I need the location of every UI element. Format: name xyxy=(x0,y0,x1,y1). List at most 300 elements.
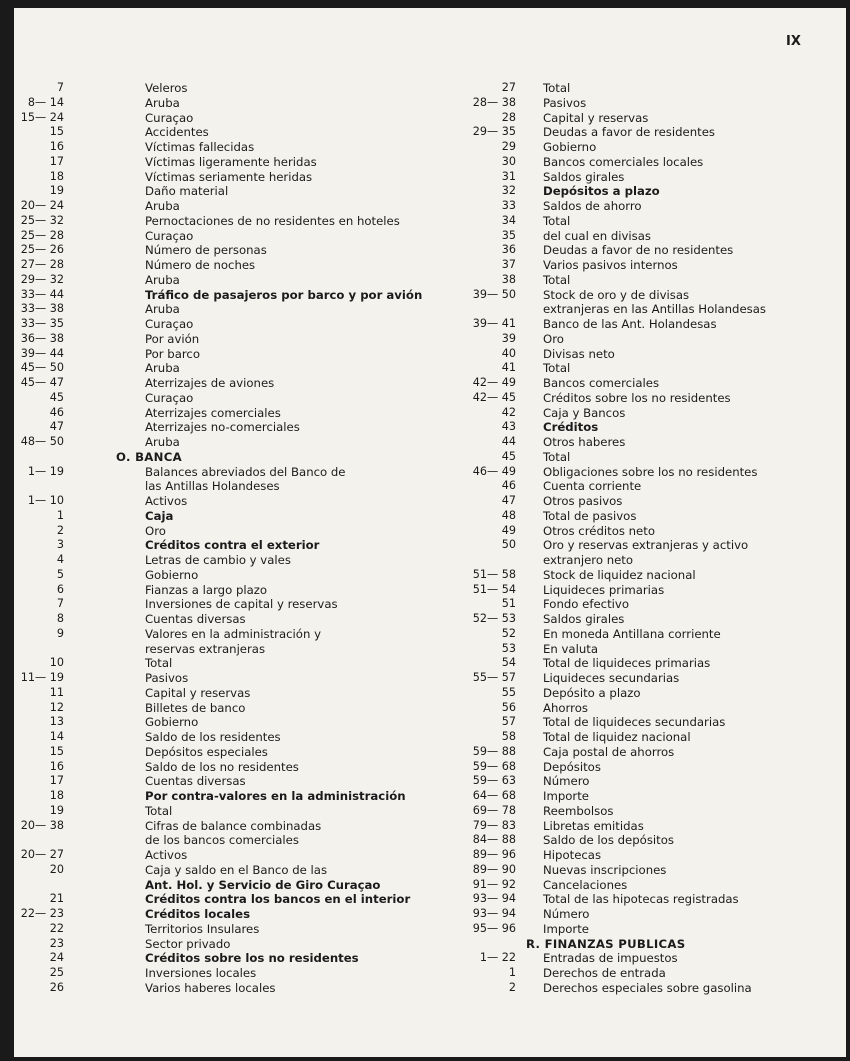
entry-label: Por avión xyxy=(145,331,200,346)
table-range: 59— 68 xyxy=(472,759,516,773)
entry-label: Total xyxy=(543,361,571,376)
index-entry xyxy=(430,671,840,686)
table-range: 51— 54 xyxy=(472,582,516,596)
table-range: 41 xyxy=(501,361,516,375)
document-page xyxy=(14,8,846,1057)
table-range: 37 xyxy=(501,258,516,271)
index-entry xyxy=(14,804,394,819)
entry-label: Cuentas diversas xyxy=(145,774,246,789)
index-entry xyxy=(14,892,411,907)
entry-label: Derechos especiales sobre gasolina xyxy=(543,980,752,995)
index-entry xyxy=(14,553,394,568)
table-range: 27 xyxy=(501,81,516,94)
index-entry xyxy=(430,199,840,214)
entry-label: Capital y reservas xyxy=(145,685,251,700)
entry-label: reservas extranjeras xyxy=(145,641,266,656)
entry-label: Créditos sobre los no residentes xyxy=(145,951,359,966)
entry-label: Liquideces primarias xyxy=(543,582,665,597)
entry-label: En valuta xyxy=(543,641,598,656)
index-entry xyxy=(14,538,394,553)
table-range: 1 xyxy=(508,966,516,979)
entry-label: En moneda Antillana corriente xyxy=(543,626,721,641)
entry-label: Curaçao xyxy=(145,228,194,243)
entry-label: Varios pasivos internos xyxy=(543,258,678,272)
table-range: 36— 38 xyxy=(20,331,64,345)
index-entry xyxy=(14,774,394,789)
entry-label: Aterrizajes de aviones xyxy=(145,376,275,390)
table-range: 47 xyxy=(49,420,64,434)
entry-label: Total xyxy=(543,81,571,95)
table-range: 33— 44 xyxy=(20,287,64,301)
table-range: 20 xyxy=(49,862,64,876)
entry-label: Entradas de impuestos xyxy=(543,951,678,966)
entry-label: Curaçao xyxy=(145,110,194,125)
entry-label: Otros pasivos xyxy=(543,494,623,508)
table-range: 91— 92 xyxy=(472,877,516,891)
entry-label: extranjero neto xyxy=(543,553,634,567)
entry-label: Saldo de los no residentes xyxy=(145,759,299,774)
index-entry xyxy=(14,213,400,229)
table-range: 18 xyxy=(49,789,64,802)
index-entry xyxy=(430,302,840,317)
table-range: 56 xyxy=(501,700,516,714)
entry-label: Importe xyxy=(543,789,589,803)
entry-label: Créditos contra los bancos en el interior xyxy=(145,892,411,907)
entry-label: Créditos contra el exterior xyxy=(145,538,320,553)
index-entry xyxy=(14,833,394,848)
index-entry xyxy=(14,642,394,657)
index-entry xyxy=(430,479,840,494)
entry-label: Aruba xyxy=(145,199,180,213)
index-entry xyxy=(430,317,840,332)
table-range: 57 xyxy=(501,715,516,729)
index-entry xyxy=(430,819,840,834)
index-entry xyxy=(14,701,394,716)
index-entry xyxy=(430,214,840,229)
index-entry xyxy=(14,981,394,996)
entry-label: Letras de cambio y vales xyxy=(145,553,291,567)
index-entry xyxy=(430,863,840,878)
table-range: 29 xyxy=(501,140,516,153)
table-range: 55— 57 xyxy=(472,671,516,684)
index-entry xyxy=(14,332,394,347)
table-range: 29— 32 xyxy=(20,272,64,286)
table-range: 49 xyxy=(501,523,516,537)
entry-label: Territorios Insulares xyxy=(145,921,260,936)
table-range: 48— 50 xyxy=(20,435,64,448)
index-entry xyxy=(14,760,394,775)
table-range: 10 xyxy=(49,656,64,670)
index-entry xyxy=(14,155,394,170)
table-range: 39— 50 xyxy=(472,287,516,301)
entry-label: Oro y reservas extranjeras y activo xyxy=(543,538,749,553)
entry-label: Víctimas fallecidas xyxy=(145,140,255,154)
entry-label: Stock de oro y de divisas xyxy=(543,287,690,302)
entry-label: Ahorros xyxy=(543,700,588,715)
entry-label: extranjeras en las Antillas Holandesas xyxy=(543,302,766,317)
table-range: 59— 88 xyxy=(472,744,516,758)
table-range: 17 xyxy=(49,154,64,168)
index-entry xyxy=(430,376,840,391)
entry-label: Activos xyxy=(145,494,188,508)
table-range: 39— 44 xyxy=(20,346,64,360)
entry-label: Capital y reservas xyxy=(543,110,649,125)
entry-label: Bancos comerciales xyxy=(543,376,660,390)
index-entry xyxy=(430,435,840,450)
entry-label: Aruba xyxy=(145,361,180,376)
index-entry xyxy=(14,907,394,922)
table-range: 54 xyxy=(501,656,516,670)
index-entry xyxy=(14,465,394,480)
index-entry xyxy=(430,524,840,539)
entry-label: Total xyxy=(543,449,571,464)
table-range: 28— 38 xyxy=(472,95,516,109)
table-range: 33— 35 xyxy=(20,317,64,330)
index-entry xyxy=(14,627,394,642)
index-entry xyxy=(14,361,394,376)
index-entry xyxy=(14,111,394,126)
table-range: 35 xyxy=(501,228,516,242)
index-entry xyxy=(14,302,394,317)
table-range: 45 xyxy=(501,449,516,463)
entry-label: Depósitos xyxy=(543,759,601,774)
table-range: 11— 19 xyxy=(20,671,64,684)
table-range: 16 xyxy=(49,140,64,153)
entry-label: Fianzas a largo plazo xyxy=(145,582,268,597)
index-entry xyxy=(14,376,394,391)
index-entry xyxy=(14,273,394,288)
index-entry xyxy=(14,524,394,539)
entry-label: Total xyxy=(543,272,571,287)
index-entry xyxy=(430,170,840,185)
table-range: 46— 49 xyxy=(472,464,516,478)
table-range: 48 xyxy=(501,508,516,522)
entry-label: Aruba xyxy=(145,435,180,449)
table-range: 19 xyxy=(49,184,64,198)
index-entry xyxy=(14,568,394,583)
index-entry xyxy=(430,774,840,789)
entry-label: Depósitos a plazo xyxy=(543,184,660,199)
table-range: 1— 22 xyxy=(479,951,516,965)
index-entry xyxy=(14,347,394,362)
entry-label: Víctimas ligeramente heridas xyxy=(145,154,317,169)
entry-label: Caja y Bancos xyxy=(543,405,626,420)
table-range: 23 xyxy=(49,936,64,950)
table-range: 55 xyxy=(501,685,516,699)
table-range: 24 xyxy=(49,951,64,965)
entry-label: Aterrizajes no-comerciales xyxy=(145,420,300,435)
table-range: 40 xyxy=(501,346,516,360)
entry-label: Cuentas diversas xyxy=(145,612,246,626)
index-entry xyxy=(430,627,840,642)
index-entry xyxy=(430,833,840,848)
table-range: 42— 45 xyxy=(472,390,516,404)
entry-label: Libretas emitidas xyxy=(543,818,644,833)
entry-label: Reembolsos xyxy=(543,803,614,818)
index-entry xyxy=(430,406,840,421)
entry-label: Créditos locales xyxy=(145,907,251,921)
entry-label: Créditos xyxy=(543,420,599,435)
index-entry xyxy=(14,170,394,185)
index-entry xyxy=(14,391,394,406)
index-entry xyxy=(430,966,840,981)
section-heading xyxy=(14,450,394,465)
entry-label: Daño material xyxy=(145,184,229,199)
table-range: 93— 94 xyxy=(472,892,516,906)
index-entry xyxy=(430,848,840,863)
table-range: 9 xyxy=(56,626,64,640)
entry-label: Pernoctaciones de no residentes en hoteles xyxy=(145,213,400,228)
table-range: 59— 63 xyxy=(472,774,516,788)
entry-label: Total de liquideces primarias xyxy=(543,656,711,671)
index-entry xyxy=(14,863,394,878)
table-range: 26 xyxy=(49,980,64,994)
index-entry xyxy=(14,848,394,863)
index-entry xyxy=(430,332,840,347)
entry-label: Saldos girales xyxy=(543,169,625,184)
entry-label: Derechos de entrada xyxy=(543,966,666,980)
entry-label: Divisas neto xyxy=(543,346,615,361)
index-entry xyxy=(14,229,394,244)
entry-label: Ant. Hol. y Servicio de Giro Curaçao xyxy=(145,877,381,892)
entry-label: Otros créditos neto xyxy=(543,523,655,538)
table-range: 20— 38 xyxy=(20,818,64,832)
entry-label: Saldo de los residentes xyxy=(145,730,281,744)
entry-label: Hipotecas xyxy=(543,848,602,862)
table-range: 7 xyxy=(56,597,64,611)
index-entry xyxy=(14,125,394,140)
table-range: 8— 14 xyxy=(27,95,64,109)
index-entry xyxy=(14,819,394,834)
entry-label: Varios haberes locales xyxy=(145,980,276,995)
index-entry xyxy=(14,730,394,745)
index-entry xyxy=(430,494,840,509)
entry-label: Tráfico de pasajeros por barco y por avión xyxy=(145,287,423,302)
index-entry xyxy=(430,922,840,937)
table-range: 47 xyxy=(501,494,516,507)
index-entry xyxy=(430,273,840,288)
table-range: 25— 28 xyxy=(20,228,64,242)
index-entry xyxy=(14,199,394,214)
section-title: O. BANCA xyxy=(116,449,182,464)
entry-label: Total de pasivos xyxy=(543,508,637,523)
table-range: 29— 35 xyxy=(472,125,516,139)
table-range: 89— 90 xyxy=(472,862,516,876)
index-entry xyxy=(430,229,840,244)
index-entry xyxy=(430,730,840,745)
entry-label: Liquideces secundarias xyxy=(543,671,680,685)
table-range: 8 xyxy=(56,612,64,625)
table-range: 6 xyxy=(56,582,64,596)
index-entry xyxy=(430,804,840,819)
table-range: 36 xyxy=(501,243,516,257)
index-entry xyxy=(14,258,394,273)
entry-label: Saldos girales xyxy=(543,612,625,626)
entry-label: Caja xyxy=(145,508,174,523)
entry-label: Deudas a favor de residentes xyxy=(543,125,716,140)
table-range: 27— 28 xyxy=(20,258,64,271)
table-range: 95— 96 xyxy=(472,921,516,935)
entry-label: Número de personas xyxy=(145,243,267,258)
table-range: 13 xyxy=(49,715,64,729)
entry-label: Caja y saldo en el Banco de las xyxy=(145,862,328,877)
index-entry xyxy=(430,981,840,996)
entry-label: Oro xyxy=(145,523,166,538)
entry-label: Pasivos xyxy=(145,671,189,685)
table-range: 12 xyxy=(49,700,64,714)
index-entry xyxy=(430,760,840,775)
index-entry xyxy=(14,184,394,199)
entry-label: Total xyxy=(145,656,173,671)
entry-label: Nuevas inscripciones xyxy=(543,862,667,877)
table-range: 52 xyxy=(501,626,516,640)
entry-label: Activos xyxy=(145,848,188,862)
entry-label: Aruba xyxy=(145,302,180,317)
table-range: 20— 27 xyxy=(20,848,64,861)
entry-label: Cuenta corriente xyxy=(543,479,642,494)
entry-label: las Antillas Holandeses xyxy=(145,479,280,494)
table-range: 25— 32 xyxy=(20,213,64,227)
index-entry xyxy=(430,111,840,126)
entry-label: Total de liquideces secundarias xyxy=(543,715,726,730)
table-range: 45— 50 xyxy=(20,361,64,375)
entry-label: Obligaciones sobre los no residentes xyxy=(543,464,758,479)
table-range: 51— 58 xyxy=(472,567,516,581)
table-range: 22— 23 xyxy=(20,907,64,920)
index-entry xyxy=(430,509,840,524)
index-entry xyxy=(430,81,840,96)
table-range: 31 xyxy=(501,169,516,183)
entry-label: Oro xyxy=(543,331,564,346)
index-entry xyxy=(14,951,394,966)
entry-label: Gobierno xyxy=(145,715,199,730)
table-range: 19 xyxy=(49,803,64,817)
table-range: 22 xyxy=(49,921,64,935)
index-entry xyxy=(14,612,394,627)
index-entry xyxy=(14,671,394,686)
entry-label: Caja postal de ahorros xyxy=(543,744,675,759)
index-entry xyxy=(430,420,840,435)
index-entry xyxy=(14,745,394,760)
index-entry xyxy=(430,642,840,657)
table-range: 46 xyxy=(501,479,516,493)
entry-label: Aruba xyxy=(145,95,180,110)
table-range: 33 xyxy=(501,199,516,212)
table-range: 38 xyxy=(501,272,516,286)
index-entry xyxy=(14,597,394,612)
entry-label: Total de las hipotecas registradas xyxy=(543,892,739,907)
entry-label: de los bancos comerciales xyxy=(145,833,299,848)
index-entry xyxy=(430,951,840,966)
table-range: 30 xyxy=(501,154,516,168)
entry-label: Total xyxy=(145,803,173,818)
table-range: 1— 10 xyxy=(27,494,64,507)
index-column-left xyxy=(14,81,423,996)
entry-label: Sector privado xyxy=(145,936,231,951)
index-entry xyxy=(14,420,394,435)
entry-label: Gobierno xyxy=(145,567,199,582)
entry-label: Por barco xyxy=(145,346,201,361)
entry-label: Total xyxy=(543,213,571,228)
table-range: 53 xyxy=(501,641,516,655)
section-title: R. FINANZAS PUBLICAS xyxy=(526,936,686,951)
index-entry xyxy=(14,494,394,509)
table-range: 1 xyxy=(56,508,64,522)
entry-label: Saldos de ahorro xyxy=(543,199,642,213)
entry-label: Víctimas seriamente heridas xyxy=(145,169,313,184)
index-entry xyxy=(430,878,840,893)
table-range: 69— 78 xyxy=(472,803,516,817)
entry-label: Otros haberes xyxy=(543,435,626,449)
index-entry xyxy=(430,391,840,406)
table-range: 25— 26 xyxy=(20,243,64,257)
table-range: 50 xyxy=(501,538,516,552)
index-entry xyxy=(430,538,840,553)
index-entry xyxy=(14,287,423,303)
table-range: 42— 49 xyxy=(472,376,516,389)
index-entry xyxy=(14,789,406,804)
table-range: 4 xyxy=(56,553,64,566)
entry-label: Importe xyxy=(543,921,589,936)
index-entry xyxy=(430,96,840,111)
table-range: 14 xyxy=(49,730,64,743)
table-range: 3 xyxy=(56,538,64,552)
entry-label: Accidentes xyxy=(145,125,209,140)
index-entry xyxy=(14,937,394,952)
table-range: 2 xyxy=(508,980,516,994)
table-range: 1— 19 xyxy=(27,464,64,478)
table-range: 84— 88 xyxy=(472,833,516,847)
index-entry xyxy=(14,243,394,258)
entry-label: Número de noches xyxy=(145,258,256,272)
table-range: 34 xyxy=(501,213,516,227)
table-range: 18 xyxy=(49,169,64,183)
index-entry xyxy=(430,612,840,627)
index-entry xyxy=(430,361,840,376)
entry-label: Deudas a favor de no residentes xyxy=(543,243,734,258)
index-entry xyxy=(430,347,840,362)
index-column-right xyxy=(430,81,840,996)
table-range: 39— 41 xyxy=(472,317,516,330)
table-range: 42 xyxy=(501,405,516,419)
table-range: 43 xyxy=(501,420,516,434)
table-range: 93— 94 xyxy=(472,907,516,920)
table-range: 44 xyxy=(501,435,516,448)
table-range: 33— 38 xyxy=(20,302,64,316)
table-range: 21 xyxy=(49,892,64,906)
table-range: 16 xyxy=(49,759,64,773)
entry-label: Balances abreviados del Banco de xyxy=(145,464,346,479)
table-range: 89— 96 xyxy=(472,848,516,861)
index-entry xyxy=(430,553,840,568)
entry-label: Total de liquidez nacional xyxy=(543,730,691,744)
index-entry xyxy=(430,155,840,170)
entry-label: Banco de las Ant. Holandesas xyxy=(543,317,717,331)
index-entry xyxy=(14,406,394,421)
index-entry xyxy=(430,258,840,273)
entry-label: Depósitos especiales xyxy=(145,744,268,759)
index-entry xyxy=(430,715,840,730)
entry-label: Aterrizajes comerciales xyxy=(145,405,281,420)
table-range: 64— 68 xyxy=(472,789,516,802)
index-entry xyxy=(430,125,840,140)
index-entry xyxy=(14,656,394,671)
table-range: 32 xyxy=(501,184,516,198)
entry-label: Veleros xyxy=(145,81,188,95)
index-entry xyxy=(430,465,840,480)
entry-label: Créditos sobre los no residentes xyxy=(543,390,731,405)
entry-label: Aruba xyxy=(145,272,180,287)
